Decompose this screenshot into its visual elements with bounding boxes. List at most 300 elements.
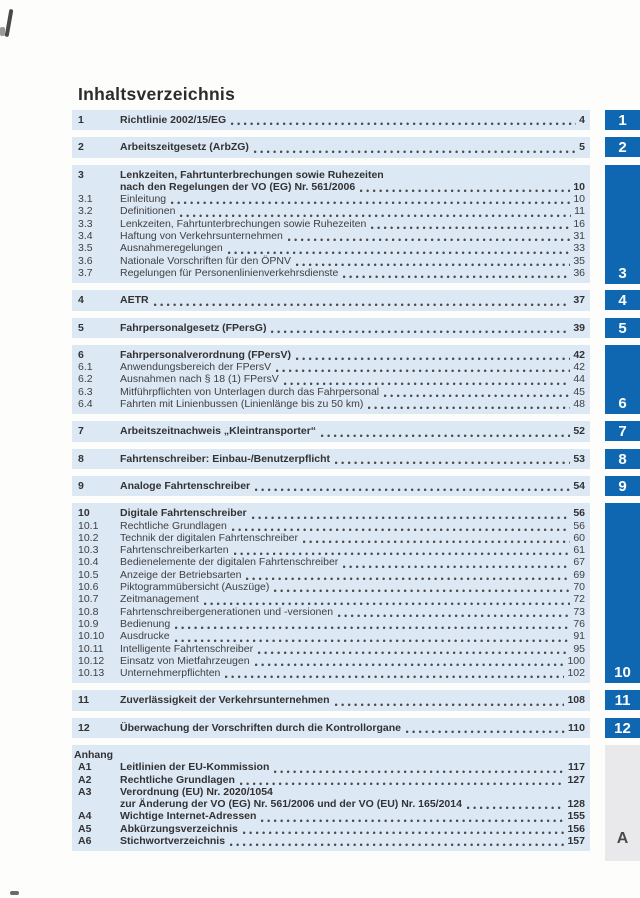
toc-entry	[78, 230, 585, 242]
entry-title: Anwendungsbereich der FPersV	[120, 361, 272, 374]
entry-title: nach den Regelungen der VO (EG) Nr. 561/2006	[120, 180, 356, 193]
entry-title: Intelligente Fahrtenschreiber	[120, 642, 254, 655]
entry-line	[120, 655, 585, 667]
dot-leader	[154, 302, 571, 306]
entry-body	[120, 114, 585, 126]
entry-title: Zeitmanagement	[120, 593, 199, 606]
entry-line	[120, 193, 585, 205]
entry-line	[120, 218, 585, 230]
toc-section	[72, 745, 590, 851]
toc-section	[72, 449, 590, 469]
entry-line	[120, 230, 585, 242]
entry-line	[120, 141, 585, 153]
entry-page-number: 72	[573, 593, 585, 606]
entry-title: Rechtliche Grundlagen	[120, 519, 227, 532]
toc-entry	[78, 322, 585, 334]
entry-page-number: 39	[573, 321, 585, 334]
entry-body	[120, 218, 585, 230]
entry-number: 6.3	[78, 385, 93, 398]
chapter-tab-6	[605, 345, 640, 414]
entry-title: Bedienung	[120, 617, 171, 630]
entry-body	[120, 569, 585, 581]
toc-entry	[78, 453, 585, 465]
dot-leader	[467, 805, 565, 809]
entry-body	[120, 242, 585, 254]
toc-entry	[78, 532, 585, 544]
entry-number: A6	[78, 835, 92, 848]
toc-entry	[74, 748, 585, 761]
entry-body	[120, 835, 585, 847]
entry-page-number: 10	[573, 193, 585, 206]
dot-leader	[368, 405, 570, 409]
entry-page-number: 117	[568, 761, 585, 774]
entry-page-number: 54	[573, 479, 585, 492]
entry-title-line: Lenkzeiten, Fahrtunterbrechungen sowie Ruhezeiten	[120, 168, 384, 181]
entry-title: Fahrpersonalgesetz (FPersG)	[120, 321, 267, 334]
entry-number: 4	[78, 294, 84, 307]
toc-entry	[78, 386, 585, 398]
entry-number: 3.2	[78, 205, 93, 218]
toc-section	[72, 476, 590, 496]
entry-line	[120, 255, 585, 267]
dot-leader	[175, 625, 570, 629]
dot-leader	[258, 650, 570, 654]
toc-entry	[78, 267, 585, 279]
entry-body	[120, 606, 585, 618]
entry-number: 2	[78, 141, 84, 154]
dot-leader	[171, 200, 570, 204]
entry-title: Fahrten mit Linienbussen (Linienlänge bis zu 50 km)	[120, 398, 364, 411]
entry-title: Regelungen für Personenlinienverkehrsdienste	[120, 266, 339, 279]
chapter-tab-label: 8	[618, 450, 627, 468]
entry-line	[120, 398, 585, 410]
toc-entry	[78, 606, 585, 618]
chapter-tab-label: 1	[618, 111, 627, 129]
entry-body	[120, 593, 585, 605]
entry-number: 5	[78, 321, 84, 334]
entry-page-number: 44	[573, 373, 585, 386]
entry-page-number: 4	[579, 114, 585, 126]
entry-title: Ausnahmen nach § 18 (1) FPersV	[120, 373, 279, 386]
entry-number: 10.11	[78, 642, 104, 655]
dot-leader	[321, 433, 570, 437]
chapter-tab-11	[605, 690, 640, 710]
chapter-tab-label: 2	[618, 138, 627, 156]
entry-body	[120, 667, 585, 679]
toc-entry	[78, 507, 585, 519]
entry-line	[120, 181, 585, 193]
dot-leader	[343, 564, 570, 568]
toc-entry	[78, 141, 585, 153]
entry-body	[120, 294, 585, 306]
entry-body	[120, 425, 585, 437]
entry-body	[120, 453, 585, 465]
entry-title: Einsatz von Mietfahrzeugen	[120, 654, 250, 667]
entry-number: 3.5	[78, 242, 93, 255]
entry-title-line: Verordnung (EU) Nr. 2020/1054	[120, 785, 273, 798]
toc-entry	[78, 761, 585, 773]
entry-body	[120, 810, 585, 822]
entry-number: 3.3	[78, 217, 93, 230]
entry-title: Richtlinie 2002/15/EG	[120, 114, 227, 126]
entry-body	[120, 761, 585, 773]
toc-entry	[78, 556, 585, 568]
scan-artifact	[10, 891, 19, 895]
entry-page-number: 110	[568, 721, 585, 734]
entry-number: 10.3	[78, 544, 99, 557]
chapter-tab-2	[605, 137, 640, 157]
toc-entry	[78, 786, 585, 811]
entry-page-number: 53	[573, 452, 585, 465]
entry-page-number: 157	[567, 835, 585, 848]
entry-line	[120, 722, 585, 734]
entry-page-number: 52	[573, 425, 585, 438]
toc-section	[72, 318, 590, 338]
entry-title: Überwachung der Vorschriften durch die Kontrollorgane	[120, 721, 402, 734]
dot-leader	[234, 551, 571, 555]
entry-line	[120, 386, 585, 398]
toc-section	[72, 165, 590, 284]
toc-entry	[78, 593, 585, 605]
dot-leader	[335, 460, 570, 464]
dot-leader	[231, 121, 576, 125]
toc-section	[72, 110, 590, 130]
dot-leader	[338, 613, 570, 617]
chapter-tab-label: 6	[618, 395, 627, 412]
entry-line	[120, 810, 585, 822]
entry-page-number: 127	[567, 773, 585, 786]
scan-artifact	[5, 9, 14, 37]
entry-title: Ausnahmeregelungen	[120, 242, 223, 255]
dot-leader	[360, 188, 570, 192]
toc-entry	[78, 774, 585, 786]
entry-title: Nationale Vorschriften für den ÖPNV	[120, 254, 292, 267]
toc-list	[72, 110, 590, 851]
entry-line	[120, 294, 585, 306]
entry-body	[120, 507, 585, 519]
entry-number: 10.13	[78, 667, 105, 680]
dot-leader	[371, 225, 570, 229]
entry-title: Leitlinien der EU-Kommission	[120, 761, 270, 774]
entry-number: 7	[78, 425, 84, 438]
dot-leader	[335, 702, 565, 706]
chapter-tab-label: 5	[618, 319, 627, 337]
toc-entry	[78, 823, 585, 835]
entry-body	[120, 581, 585, 593]
chapter-tab-9	[605, 476, 640, 496]
entry-title: Rechtliche Grundlagen	[120, 773, 235, 786]
entry-line	[120, 453, 585, 465]
entry-body	[120, 361, 585, 373]
entry-number: A3	[78, 785, 92, 798]
entry-number: 6.4	[78, 398, 93, 411]
dot-leader	[254, 149, 576, 153]
entry-title: Lenkzeiten, Fahrtunterbrechungen sowie Ruhezeiten	[120, 217, 367, 230]
entry-title: Mitführpflichten von Unterlagen durch das Fahrpersonal	[120, 385, 380, 398]
dot-leader	[343, 274, 570, 278]
entry-page-number: 91	[573, 630, 585, 643]
toc-entry	[78, 722, 585, 734]
dot-leader	[255, 487, 570, 491]
dot-leader	[274, 769, 565, 773]
entry-line	[120, 569, 585, 581]
entry-number: 10.1	[78, 519, 99, 532]
entry-number: 11	[78, 694, 90, 707]
entry-number: 10.4	[78, 556, 99, 569]
entry-number: 6.2	[78, 373, 93, 386]
entry-body	[120, 722, 585, 734]
toc-section	[72, 137, 590, 157]
dot-leader	[228, 250, 571, 254]
entry-page-number: 10	[573, 180, 585, 193]
entry-body	[120, 255, 585, 267]
entry-body	[120, 480, 585, 492]
entry-page-number: 56	[573, 519, 585, 532]
toc-entry	[78, 618, 585, 630]
toc-entry	[78, 193, 585, 205]
chapter-tab-4	[605, 290, 640, 310]
entry-line	[120, 761, 585, 773]
entry-line	[120, 480, 585, 492]
entry-line	[120, 532, 585, 544]
entry-line	[120, 425, 585, 437]
entry-line	[120, 618, 585, 630]
dot-leader	[271, 329, 570, 333]
entry-title: Ausdrucke	[120, 630, 170, 643]
toc-entry	[78, 398, 585, 410]
dot-leader	[204, 601, 571, 605]
toc-entry	[78, 810, 585, 822]
entry-body	[120, 520, 585, 532]
entry-page-number: 45	[573, 385, 585, 398]
entry-body	[120, 618, 585, 630]
toc-entry	[78, 480, 585, 492]
toc-entry	[78, 630, 585, 642]
entry-title: Digitale Fahrtenschreiber	[120, 507, 247, 520]
entry-page-number: 16	[573, 217, 585, 230]
chapter-tab-8	[605, 449, 640, 469]
entry-body	[120, 556, 585, 568]
chapter-tab-label: 10	[614, 664, 631, 681]
entry-page-number: 155	[567, 810, 585, 823]
dot-leader	[406, 729, 565, 733]
entry-body	[120, 386, 585, 398]
toc-entry	[78, 169, 585, 194]
toc-entry	[78, 520, 585, 532]
chapter-tab-label: 4	[618, 291, 627, 309]
entry-number: 10.9	[78, 617, 99, 630]
entry-line	[120, 349, 585, 361]
entry-body	[120, 169, 585, 194]
entry-number: 10.6	[78, 581, 99, 594]
entry-title: Stichwortverzeichnis	[120, 835, 226, 848]
toc-entry	[78, 655, 585, 667]
entry-title: Arbeitszeitgesetz (ArbZG)	[120, 141, 249, 154]
entry-page-number: 60	[573, 531, 585, 544]
entry-page-number: 73	[573, 605, 585, 618]
dot-leader	[296, 262, 570, 266]
entry-body	[120, 193, 585, 205]
entry-page-number: 69	[573, 568, 585, 581]
entry-title: Definitionen	[120, 205, 176, 218]
entry-page-number: 35	[573, 254, 585, 267]
entry-line	[120, 835, 585, 847]
entry-page-number: 11	[574, 205, 585, 218]
entry-title: Fahrtenschreiberkarten	[120, 544, 229, 557]
entry-number: A4	[78, 810, 92, 823]
entry-line	[120, 823, 585, 835]
entry-page-number: 70	[573, 581, 585, 594]
toc-entry	[78, 349, 585, 361]
toc-entry	[78, 581, 585, 593]
entry-line	[120, 544, 585, 556]
entry-line	[120, 798, 585, 810]
toc-entry	[78, 569, 585, 581]
entry-body	[120, 322, 585, 334]
chapter-tab-5	[605, 318, 640, 338]
dot-leader	[175, 638, 571, 642]
entry-page-number: 33	[573, 242, 585, 255]
entry-line	[120, 593, 585, 605]
toc-section	[72, 421, 590, 441]
toc-entry	[78, 373, 585, 385]
entry-number: A1	[78, 761, 92, 774]
chapter-tab-label: 9	[618, 477, 627, 495]
entry-title: Wichtige Internet-Adressen	[120, 810, 257, 823]
toc-entry	[78, 667, 585, 679]
entry-number: A5	[78, 822, 92, 835]
chapter-tab-label: 11	[614, 691, 631, 709]
entry-title: zur Änderung der VO (EG) Nr. 561/2006 und der VO (EU) Nr. 165/2014	[120, 798, 462, 811]
entry-number: 3.6	[78, 254, 93, 267]
entry-page-number: 95	[573, 642, 585, 655]
entry-body	[120, 532, 585, 544]
entry-number: 10.7	[78, 593, 99, 606]
entry-page-number: 100	[567, 654, 585, 667]
toc-section	[72, 290, 590, 310]
entry-page-number: 42	[573, 361, 585, 374]
entry-number: Anhang	[74, 748, 114, 761]
entry-number: 3.7	[78, 266, 93, 279]
dot-leader	[274, 588, 570, 592]
entry-line	[120, 205, 585, 217]
entry-title: Unternehmerpflichten	[120, 667, 221, 680]
entry-body	[120, 655, 585, 667]
entry-body	[120, 774, 585, 786]
toc-entry	[78, 544, 585, 556]
chapter-tab-12	[605, 718, 640, 738]
dot-leader	[230, 842, 564, 846]
entry-line	[120, 520, 585, 532]
entry-number: 3.4	[78, 230, 93, 243]
toc-entry	[78, 361, 585, 373]
entry-line	[120, 114, 585, 126]
entry-body	[120, 349, 585, 361]
dot-leader	[232, 527, 570, 531]
entry-body	[120, 230, 585, 242]
toc-entry	[78, 255, 585, 267]
entry-body	[120, 694, 585, 706]
dot-leader	[240, 781, 565, 785]
entry-number: 1	[78, 114, 84, 126]
chapter-tab-A	[605, 745, 640, 861]
chapter-tab-3	[605, 165, 640, 284]
dot-leader	[261, 818, 564, 822]
entry-number: 10.2	[78, 531, 99, 544]
toc-entry	[78, 694, 585, 706]
chapter-tab-10	[605, 503, 640, 683]
toc-entry	[78, 205, 585, 217]
entry-title: Fahrtenschreibergenerationen und -versionen	[120, 605, 334, 618]
dot-leader	[288, 237, 570, 241]
toc-entry	[78, 425, 585, 437]
dot-leader	[284, 381, 571, 385]
entry-line	[120, 507, 585, 519]
entry-title: Fahrtenschreiber: Einbau-/Benutzerpflicht	[120, 452, 331, 465]
entry-line	[120, 606, 585, 618]
chapter-tab-7	[605, 421, 640, 441]
entry-title: Analoge Fahrtenschreiber	[120, 479, 251, 492]
entry-number: A2	[78, 773, 92, 786]
entry-title: Fahrpersonalverordnung (FPersV)	[120, 348, 291, 361]
page-title: Inhaltsverzeichnis	[78, 84, 236, 104]
dot-leader	[180, 213, 571, 217]
dot-leader	[303, 539, 570, 543]
chapter-tab-label: A	[616, 830, 629, 847]
entry-number: 6	[78, 348, 84, 361]
entry-title: AETR	[120, 294, 149, 307]
entry-body	[120, 643, 585, 655]
dot-leader	[255, 662, 565, 666]
entry-number: 3	[78, 168, 84, 181]
entry-number: 10	[78, 507, 90, 520]
entry-number: 8	[78, 452, 84, 465]
entry-page-number: 36	[573, 266, 585, 279]
entry-body	[120, 544, 585, 556]
entry-line	[120, 242, 585, 254]
chapter-tab-label: 7	[618, 422, 627, 440]
entry-number: 3.1	[78, 193, 93, 206]
entry-title: Arbeitszeitnachweis „Kleintransporter“	[120, 425, 317, 438]
dot-leader	[384, 393, 570, 397]
entry-line	[120, 556, 585, 568]
entry-body	[120, 373, 585, 385]
toc-entry	[78, 643, 585, 655]
entry-title: Bedienelemente der digitalen Fahrtenschreiber	[120, 556, 339, 569]
entry-number: 10.5	[78, 568, 99, 581]
entry-number: 12	[78, 721, 90, 734]
entry-line	[120, 774, 585, 786]
toc-section	[72, 718, 590, 738]
entry-page-number: 31	[573, 230, 585, 243]
entry-title: Abkürzungsverzeichnis	[120, 822, 238, 835]
chapter-tab-label: 12	[614, 719, 631, 737]
entry-page-number: 156	[567, 822, 585, 835]
entry-title: Technik der digitalen Fahrtenschreiber	[120, 531, 299, 544]
entry-line	[120, 322, 585, 334]
toc-section	[72, 503, 590, 683]
entry-number: 10.10	[78, 630, 105, 643]
entry-page-number: 76	[573, 617, 585, 630]
entry-title: Zuverlässigkeit der Verkehrsunternehmen	[120, 694, 330, 707]
entry-line	[120, 630, 585, 642]
entry-body	[120, 630, 585, 642]
toc-entry	[78, 294, 585, 306]
toc-section	[72, 690, 590, 710]
entry-page-number: 102	[567, 667, 585, 680]
chapter-tab-label: 3	[618, 265, 627, 282]
entry-body	[120, 267, 585, 279]
